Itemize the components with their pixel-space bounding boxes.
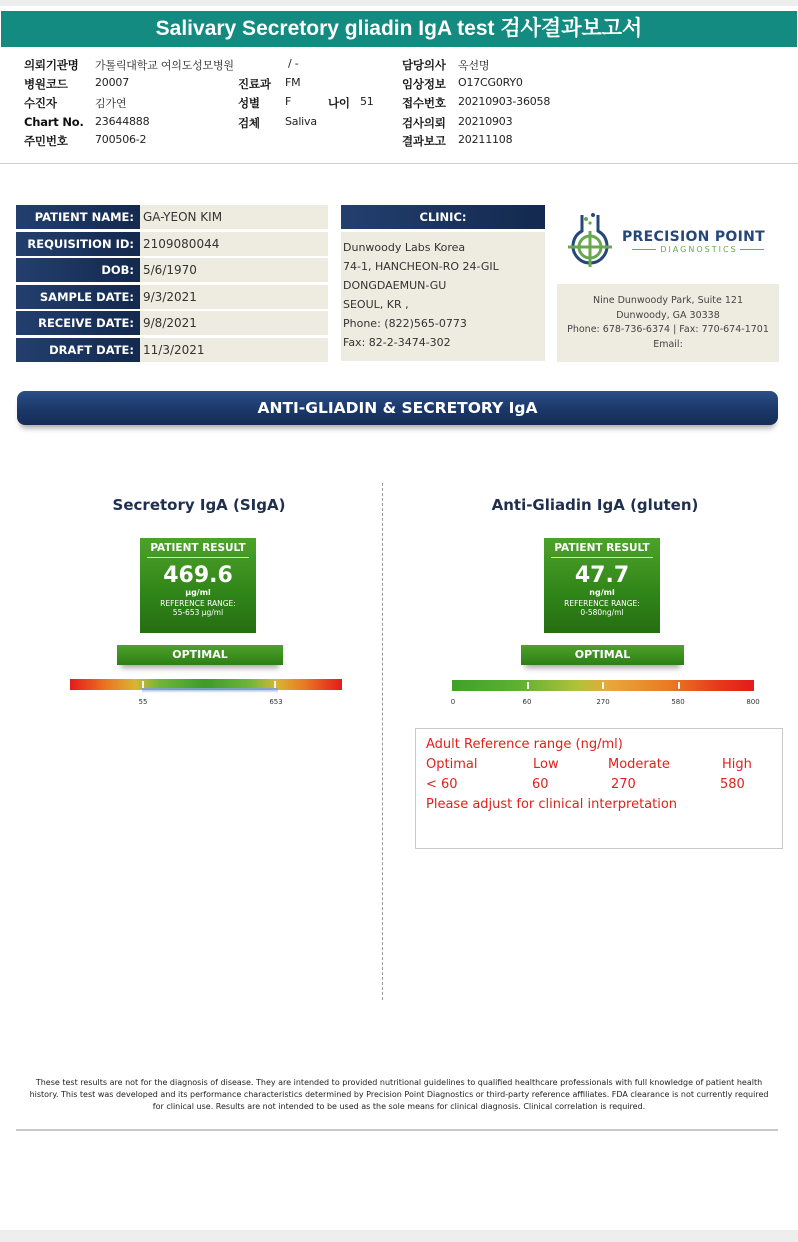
precision-point-logo-icon — [562, 209, 618, 273]
patient-row — [16, 311, 328, 335]
header-divider — [0, 163, 798, 164]
patient-name-value: GA-YEON KIM — [140, 205, 328, 229]
doctor-label: 담당의사 — [402, 58, 446, 72]
clinic-line: Dunwoody Labs Korea — [343, 241, 466, 254]
receive-date-value: 9/8/2021 — [140, 311, 328, 335]
gauge-tick — [274, 681, 276, 688]
clinical-info-value: O17CG0RY0 — [458, 76, 523, 89]
clinic-line: Fax: 82-2-3474-302 — [343, 336, 451, 349]
examinee-label: 수진자 — [24, 96, 57, 110]
siga-title: Secretory IgA (SIgA) — [112, 496, 286, 514]
report-title: Salivary Secretory gliadin IgA test 검사결과보고서 — [1, 11, 797, 47]
gauge-tick — [602, 682, 604, 689]
rule-left — [632, 249, 656, 250]
patient-row — [16, 232, 328, 256]
clinic-line: DONGDAEMUN-GU — [343, 279, 447, 292]
sample-date-value: 9/3/2021 — [140, 285, 328, 309]
patient-name-label: PATIENT NAME: — [16, 205, 140, 229]
gliadin-tick-label: 0 — [450, 698, 456, 706]
gauge-tick — [527, 682, 529, 689]
siga-result-value: 469.6 — [163, 563, 233, 588]
patient-row — [16, 258, 328, 282]
gliadin-gauge-bar — [452, 680, 754, 691]
dob-label: DOB: — [16, 258, 140, 282]
hospital-code-label: 병원코드 — [24, 77, 68, 91]
test-request-label: 검사의뢰 — [402, 116, 446, 130]
examinee-value: 김가연 — [95, 97, 127, 110]
lab-brand-name: PRECISION POINT — [622, 229, 766, 245]
dept-label: 진료과 — [238, 77, 271, 91]
id-number-label: 주민번호 — [24, 134, 68, 148]
age-label: 나이 — [328, 96, 350, 110]
siga-ref-label: REFERENCE RANGE: — [160, 599, 236, 608]
receipt-no-value: 20210903-36058 — [458, 95, 551, 108]
gliadin-result-header: PATIENT RESULT — [551, 542, 653, 558]
ref-category: Moderate — [608, 757, 670, 772]
reference-note: Please adjust for clinical interpretation — [426, 797, 678, 812]
column-divider — [382, 483, 383, 1000]
bottom-strip — [0, 1230, 798, 1242]
rule-right — [740, 249, 764, 250]
siga-result-header: PATIENT RESULT — [147, 542, 249, 558]
ref-category: Low — [533, 757, 559, 772]
draft-date-label: DRAFT DATE: — [16, 338, 140, 362]
requisition-id-label: REQUISITION ID: — [16, 232, 140, 256]
requisition-id-value: 2109080044 — [140, 232, 328, 256]
gliadin-ref-label: REFERENCE RANGE: — [564, 599, 640, 608]
ref-category: High — [722, 757, 752, 772]
siga-tick-label: 55 — [138, 698, 148, 706]
ref-value: 580 — [720, 777, 745, 792]
gliadin-title: Anti-Gliadin IgA (gluten) — [491, 496, 699, 514]
result-report-value: 20211108 — [458, 133, 513, 146]
ref-value: 270 — [611, 777, 636, 792]
result-report-label: 결과보고 — [402, 134, 446, 148]
lab-email: Email: — [653, 339, 683, 350]
gliadin-ref-range: 0-580ng/ml — [580, 608, 624, 617]
patient-row — [16, 205, 328, 229]
clinic-line: SEOUL, KR , — [343, 298, 409, 311]
institution-value: 가톨릭대학교 여의도성모병원 — [95, 59, 234, 72]
lab-sub-text: DIAGNOSTICS — [660, 245, 738, 254]
ref-value: 60 — [532, 777, 549, 792]
draft-date-value: 11/3/2021 — [140, 338, 328, 362]
top-strip — [0, 0, 798, 6]
lab-address-line: Dunwoody, GA 30338 — [616, 310, 720, 321]
clinic-address-box — [341, 232, 545, 361]
footer-divider — [16, 1129, 778, 1131]
disclaimer: These test results are not for the diagnosis of disease. They are intended to provided nutritional guidelines to qualified healthcare professionals with full knowledge of patient health history. This test was developed and its performance characteristics determined by Precision Point Diagnostics or third-party reference affiliates. FDA clearance is not currently required for clinical use. Results are not intended to be used as the sole means for clinical diagnosis. Clinical correlation is required. — [29, 1078, 769, 1111]
lab-address-box — [557, 284, 779, 362]
gauge-tick — [142, 681, 144, 688]
receipt-no-label: 접수번호 — [402, 96, 446, 110]
gliadin-status-band: OPTIMAL — [521, 645, 684, 665]
lab-brand-sub — [622, 245, 774, 254]
ref-value: < 60 — [426, 777, 458, 792]
gliadin-tick-label: 800 — [746, 698, 760, 706]
siga-result-unit: µg/ml — [185, 588, 211, 597]
gliadin-result-box — [544, 538, 660, 633]
clinic-header: CLINIC: — [341, 205, 545, 229]
chart-no-label: Chart No. — [24, 115, 84, 129]
sex-label: 성별 — [238, 96, 260, 110]
siga-result-box — [140, 538, 256, 633]
clinic-line: 74-1, HANCHEON-RO 24-GIL — [343, 260, 499, 273]
siga-ref-range: 55-653 µg/ml — [172, 608, 224, 617]
patient-row — [16, 285, 328, 309]
reference-heading: Adult Reference range (ng/ml) — [426, 737, 623, 752]
dept-value: FM — [285, 76, 301, 89]
sex-value: F — [285, 95, 292, 108]
section-title: ANTI-GLIADIN & SECRETORY IgA — [17, 391, 778, 425]
specimen-label: 검체 — [238, 116, 260, 130]
hospital-code-value: 20007 — [95, 76, 129, 89]
specimen-value: Saliva — [285, 115, 317, 128]
patient-row — [16, 338, 328, 362]
siga-tick-label: 653 — [269, 698, 283, 706]
test-request-value: 20210903 — [458, 115, 513, 128]
gliadin-result-value: 47.7 — [574, 563, 630, 588]
siga-gauge-shadow — [142, 688, 278, 693]
gliadin-result-unit: ng/ml — [589, 588, 615, 597]
institution-label: 의뢰기관명 — [24, 58, 79, 72]
receive-date-label: RECEIVE DATE: — [16, 311, 140, 335]
ref-category: Optimal — [426, 757, 478, 772]
gliadin-tick-label: 580 — [671, 698, 685, 706]
doctor-value: 옥선명 — [458, 59, 490, 72]
sample-date-label: SAMPLE DATE: — [16, 285, 140, 309]
chart-no-value: 23644888 — [95, 115, 150, 128]
id-number-value: 700506-2 — [95, 133, 147, 146]
reference-range-box — [415, 728, 783, 849]
gliadin-tick-label: 60 — [522, 698, 532, 706]
institution-slash: / - — [288, 57, 299, 70]
clinical-info-label: 임상정보 — [402, 77, 446, 91]
lab-phone-fax: Phone: 678-736-6374 | Fax: 770-674-1701 — [567, 324, 769, 335]
gauge-tick — [678, 682, 680, 689]
clinic-line: Phone: (822)565-0773 — [343, 317, 467, 330]
age-value: 51 — [360, 95, 374, 108]
dob-value: 5/6/1970 — [140, 258, 328, 282]
siga-status-band: OPTIMAL — [117, 645, 283, 665]
gliadin-tick-label: 270 — [596, 698, 610, 706]
lab-address-line: Nine Dunwoody Park, Suite 121 — [592, 295, 744, 306]
